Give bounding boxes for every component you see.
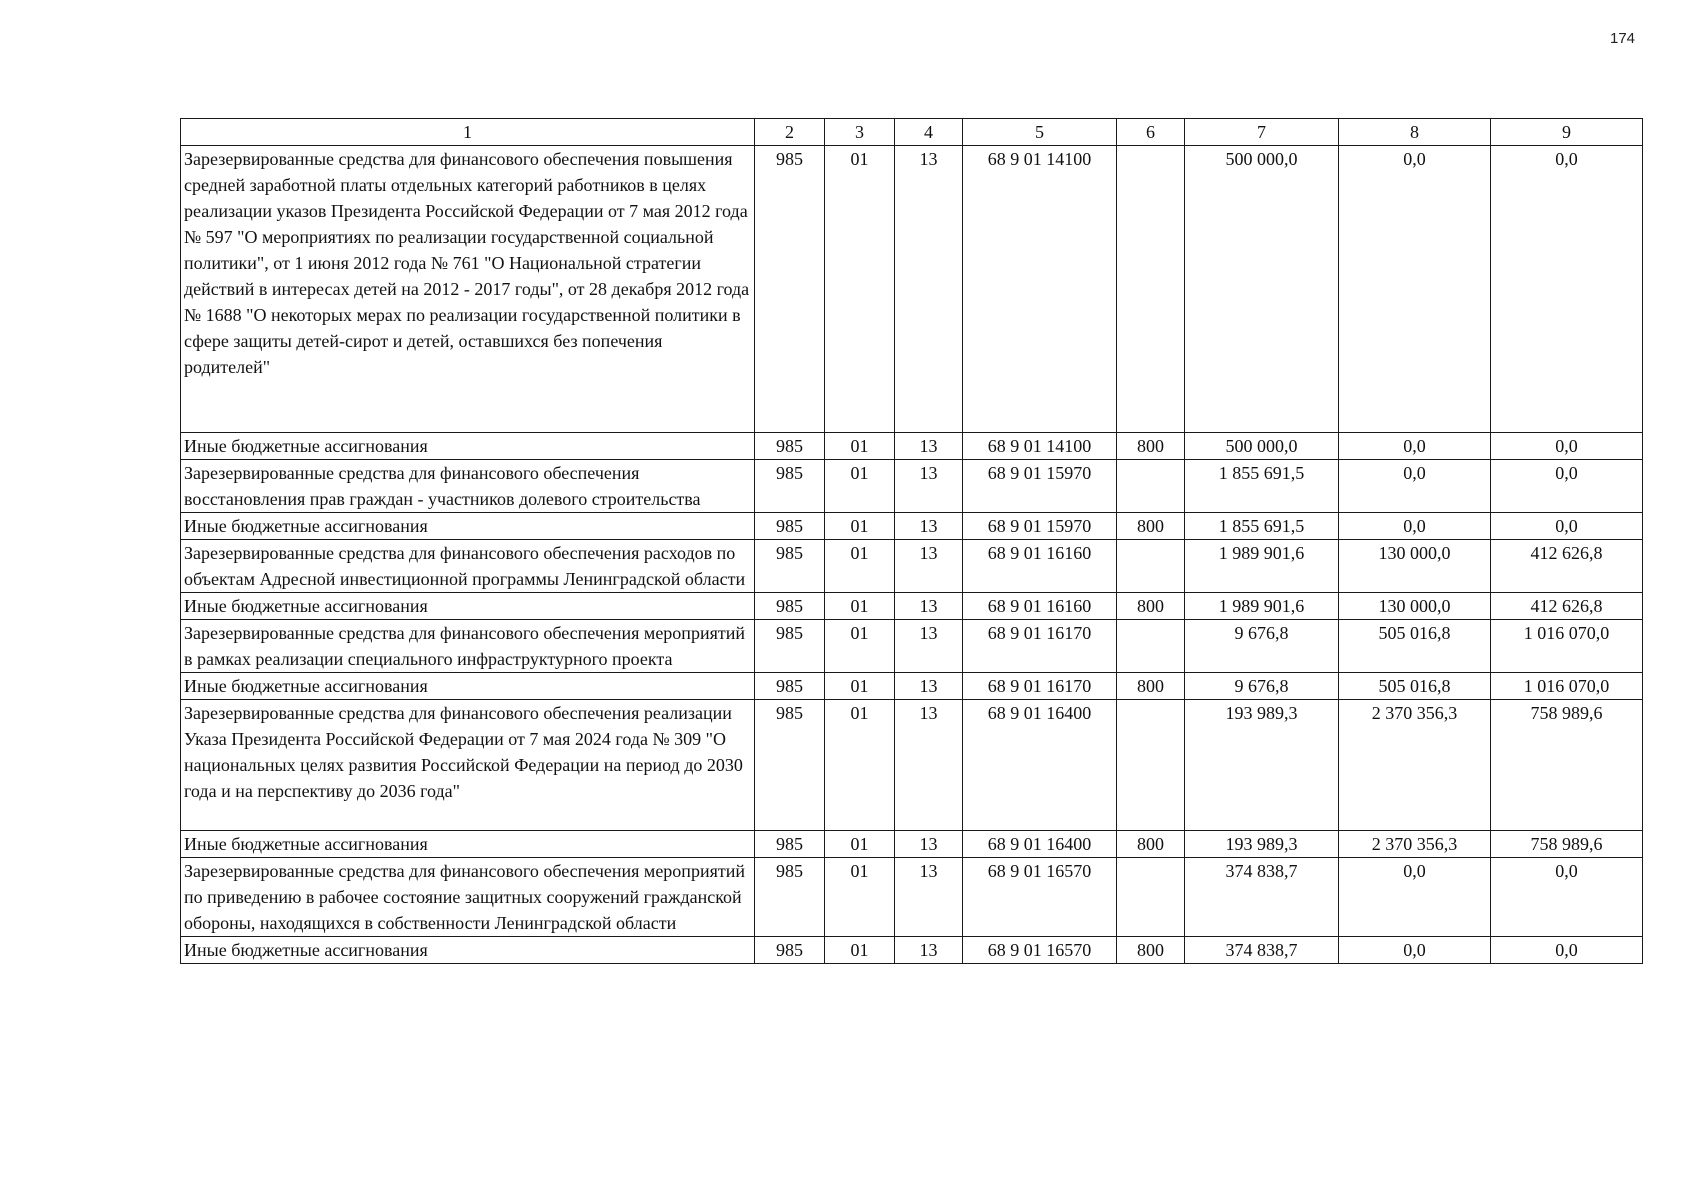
row-name: Зарезервированные средства для финансового обеспечения реализации Указа Президента Российской Федерации от 7 мая 2024 года № 309 "О национальных целях развития Российской Федерации на период до 2030 года и на перспективу до 2036 года" <box>181 700 755 831</box>
cell-col-5: 68 9 01 16400 <box>963 700 1117 831</box>
cell-col-6 <box>1117 620 1185 673</box>
cell-col-4: 13 <box>895 673 963 700</box>
cell-col-2: 985 <box>755 433 825 460</box>
cell-col-7: 9 676,8 <box>1185 620 1339 673</box>
cell-col-7: 9 676,8 <box>1185 673 1339 700</box>
cell-col-9: 1 016 070,0 <box>1491 673 1643 700</box>
row-name: Иные бюджетные ассигнования <box>181 673 755 700</box>
cell-col-5: 68 9 01 14100 <box>963 433 1117 460</box>
table-row <box>181 433 1643 460</box>
cell-col-9: 758 989,6 <box>1491 700 1643 831</box>
cell-col-8: 0,0 <box>1339 937 1491 964</box>
cell-col-5: 68 9 01 16160 <box>963 540 1117 593</box>
cell-col-6: 800 <box>1117 937 1185 964</box>
table-row <box>181 513 1643 540</box>
header-col-2: 2 <box>755 119 825 146</box>
cell-col-4: 13 <box>895 700 963 831</box>
cell-col-5: 68 9 01 16570 <box>963 937 1117 964</box>
cell-col-6 <box>1117 540 1185 593</box>
cell-col-9: 412 626,8 <box>1491 593 1643 620</box>
row-name: Иные бюджетные ассигнования <box>181 433 755 460</box>
cell-col-5: 68 9 01 16160 <box>963 593 1117 620</box>
cell-col-4: 13 <box>895 620 963 673</box>
cell-col-4: 13 <box>895 513 963 540</box>
cell-col-4: 13 <box>895 460 963 513</box>
cell-col-2: 985 <box>755 700 825 831</box>
cell-col-9: 0,0 <box>1491 858 1643 937</box>
cell-col-2: 985 <box>755 673 825 700</box>
cell-col-4: 13 <box>895 540 963 593</box>
row-name: Иные бюджетные ассигнования <box>181 937 755 964</box>
cell-col-8: 0,0 <box>1339 858 1491 937</box>
cell-col-6 <box>1117 460 1185 513</box>
header-col-9: 9 <box>1491 119 1643 146</box>
table-row <box>181 937 1643 964</box>
cell-col-9: 758 989,6 <box>1491 831 1643 858</box>
cell-col-3: 01 <box>825 593 895 620</box>
cell-col-6: 800 <box>1117 433 1185 460</box>
cell-col-8: 505 016,8 <box>1339 620 1491 673</box>
cell-col-9: 0,0 <box>1491 937 1643 964</box>
cell-col-4: 13 <box>895 593 963 620</box>
cell-col-3: 01 <box>825 700 895 831</box>
header-col-7: 7 <box>1185 119 1339 146</box>
table-row <box>181 858 1643 937</box>
cell-col-3: 01 <box>825 460 895 513</box>
header-col-8: 8 <box>1339 119 1491 146</box>
cell-col-4: 13 <box>895 433 963 460</box>
cell-col-7: 1 989 901,6 <box>1185 540 1339 593</box>
cell-col-8: 130 000,0 <box>1339 540 1491 593</box>
table-row <box>181 460 1643 513</box>
cell-col-8: 505 016,8 <box>1339 673 1491 700</box>
row-name: Зарезервированные средства для финансового обеспечения восстановления прав граждан - участников долевого строительства <box>181 460 755 513</box>
cell-col-4: 13 <box>895 858 963 937</box>
cell-col-9: 0,0 <box>1491 433 1643 460</box>
cell-col-2: 985 <box>755 460 825 513</box>
header-col-5: 5 <box>963 119 1117 146</box>
cell-col-5: 68 9 01 16170 <box>963 673 1117 700</box>
cell-col-8: 130 000,0 <box>1339 593 1491 620</box>
cell-col-3: 01 <box>825 540 895 593</box>
cell-col-2: 985 <box>755 620 825 673</box>
cell-col-8: 2 370 356,3 <box>1339 700 1491 831</box>
row-name: Зарезервированные средства для финансового обеспечения мероприятий в рамках реализации специального инфраструктурного проекта <box>181 620 755 673</box>
cell-col-4: 13 <box>895 146 963 433</box>
cell-col-5: 68 9 01 14100 <box>963 146 1117 433</box>
row-name: Иные бюджетные ассигнования <box>181 513 755 540</box>
cell-col-2: 985 <box>755 146 825 433</box>
cell-col-2: 985 <box>755 937 825 964</box>
cell-col-6: 800 <box>1117 831 1185 858</box>
cell-col-6: 800 <box>1117 673 1185 700</box>
row-name: Зарезервированные средства для финансового обеспечения расходов по объектам Адресной инвестиционной программы Ленинградской области <box>181 540 755 593</box>
table-row <box>181 831 1643 858</box>
header-col-4: 4 <box>895 119 963 146</box>
cell-col-5: 68 9 01 15970 <box>963 513 1117 540</box>
page-number: 174 <box>1610 30 1636 47</box>
cell-col-2: 985 <box>755 593 825 620</box>
cell-col-8: 0,0 <box>1339 433 1491 460</box>
header-col-3: 3 <box>825 119 895 146</box>
header-row <box>181 119 1643 146</box>
cell-col-8: 0,0 <box>1339 146 1491 433</box>
cell-col-3: 01 <box>825 513 895 540</box>
cell-col-3: 01 <box>825 146 895 433</box>
cell-col-7: 193 989,3 <box>1185 831 1339 858</box>
cell-col-7: 374 838,7 <box>1185 937 1339 964</box>
cell-col-4: 13 <box>895 831 963 858</box>
cell-col-7: 1 855 691,5 <box>1185 513 1339 540</box>
table-row <box>181 673 1643 700</box>
cell-col-6 <box>1117 700 1185 831</box>
cell-col-9: 0,0 <box>1491 460 1643 513</box>
cell-col-7: 500 000,0 <box>1185 433 1339 460</box>
cell-col-3: 01 <box>825 673 895 700</box>
cell-col-3: 01 <box>825 831 895 858</box>
header-col-6: 6 <box>1117 119 1185 146</box>
table-row <box>181 146 1643 433</box>
cell-col-9: 0,0 <box>1491 146 1643 433</box>
table-row <box>181 593 1643 620</box>
cell-col-6: 800 <box>1117 593 1185 620</box>
cell-col-9: 412 626,8 <box>1491 540 1643 593</box>
row-name: Иные бюджетные ассигнования <box>181 831 755 858</box>
cell-col-3: 01 <box>825 433 895 460</box>
cell-col-7: 193 989,3 <box>1185 700 1339 831</box>
cell-col-6 <box>1117 146 1185 433</box>
table-row <box>181 540 1643 593</box>
cell-col-5: 68 9 01 16570 <box>963 858 1117 937</box>
cell-col-4: 13 <box>895 937 963 964</box>
row-name: Зарезервированные средства для финансового обеспечения мероприятий по приведению в рабочее состояние защитных сооружений гражданской обороны, находящихся в собственности Ленинградской области <box>181 858 755 937</box>
cell-col-9: 1 016 070,0 <box>1491 620 1643 673</box>
row-name: Иные бюджетные ассигнования <box>181 593 755 620</box>
cell-col-7: 500 000,0 <box>1185 146 1339 433</box>
cell-col-5: 68 9 01 16400 <box>963 831 1117 858</box>
cell-col-9: 0,0 <box>1491 513 1643 540</box>
cell-col-2: 985 <box>755 513 825 540</box>
table-row <box>181 620 1643 673</box>
cell-col-3: 01 <box>825 858 895 937</box>
header-col-1: 1 <box>181 119 755 146</box>
cell-col-2: 985 <box>755 540 825 593</box>
cell-col-3: 01 <box>825 937 895 964</box>
cell-col-6 <box>1117 858 1185 937</box>
cell-col-5: 68 9 01 16170 <box>963 620 1117 673</box>
row-name: Зарезервированные средства для финансового обеспечения повышения средней заработной платы отдельных категорий работников в целях реализации указов Президента Российской Федерации от 7 мая 2012 года № 597 "О мероприятиях по реализации государственной социальной политики", от 1 июня 2012 года № 761 "О Национальной стратегии действий в интересах детей на 2012 - 2017 годы", от 28 декабря 2012 года № 1688 "О некоторых мерах по реализации государственной политики в сфере защиты детей-сирот и детей, оставшихся без попечения родителей" <box>181 146 755 433</box>
table-row <box>181 700 1643 831</box>
cell-col-2: 985 <box>755 858 825 937</box>
cell-col-7: 374 838,7 <box>1185 858 1339 937</box>
cell-col-5: 68 9 01 15970 <box>963 460 1117 513</box>
cell-col-7: 1 989 901,6 <box>1185 593 1339 620</box>
cell-col-6: 800 <box>1117 513 1185 540</box>
cell-col-8: 0,0 <box>1339 513 1491 540</box>
cell-col-2: 985 <box>755 831 825 858</box>
cell-col-3: 01 <box>825 620 895 673</box>
cell-col-7: 1 855 691,5 <box>1185 460 1339 513</box>
budget-table <box>180 118 1643 964</box>
cell-col-8: 0,0 <box>1339 460 1491 513</box>
cell-col-8: 2 370 356,3 <box>1339 831 1491 858</box>
